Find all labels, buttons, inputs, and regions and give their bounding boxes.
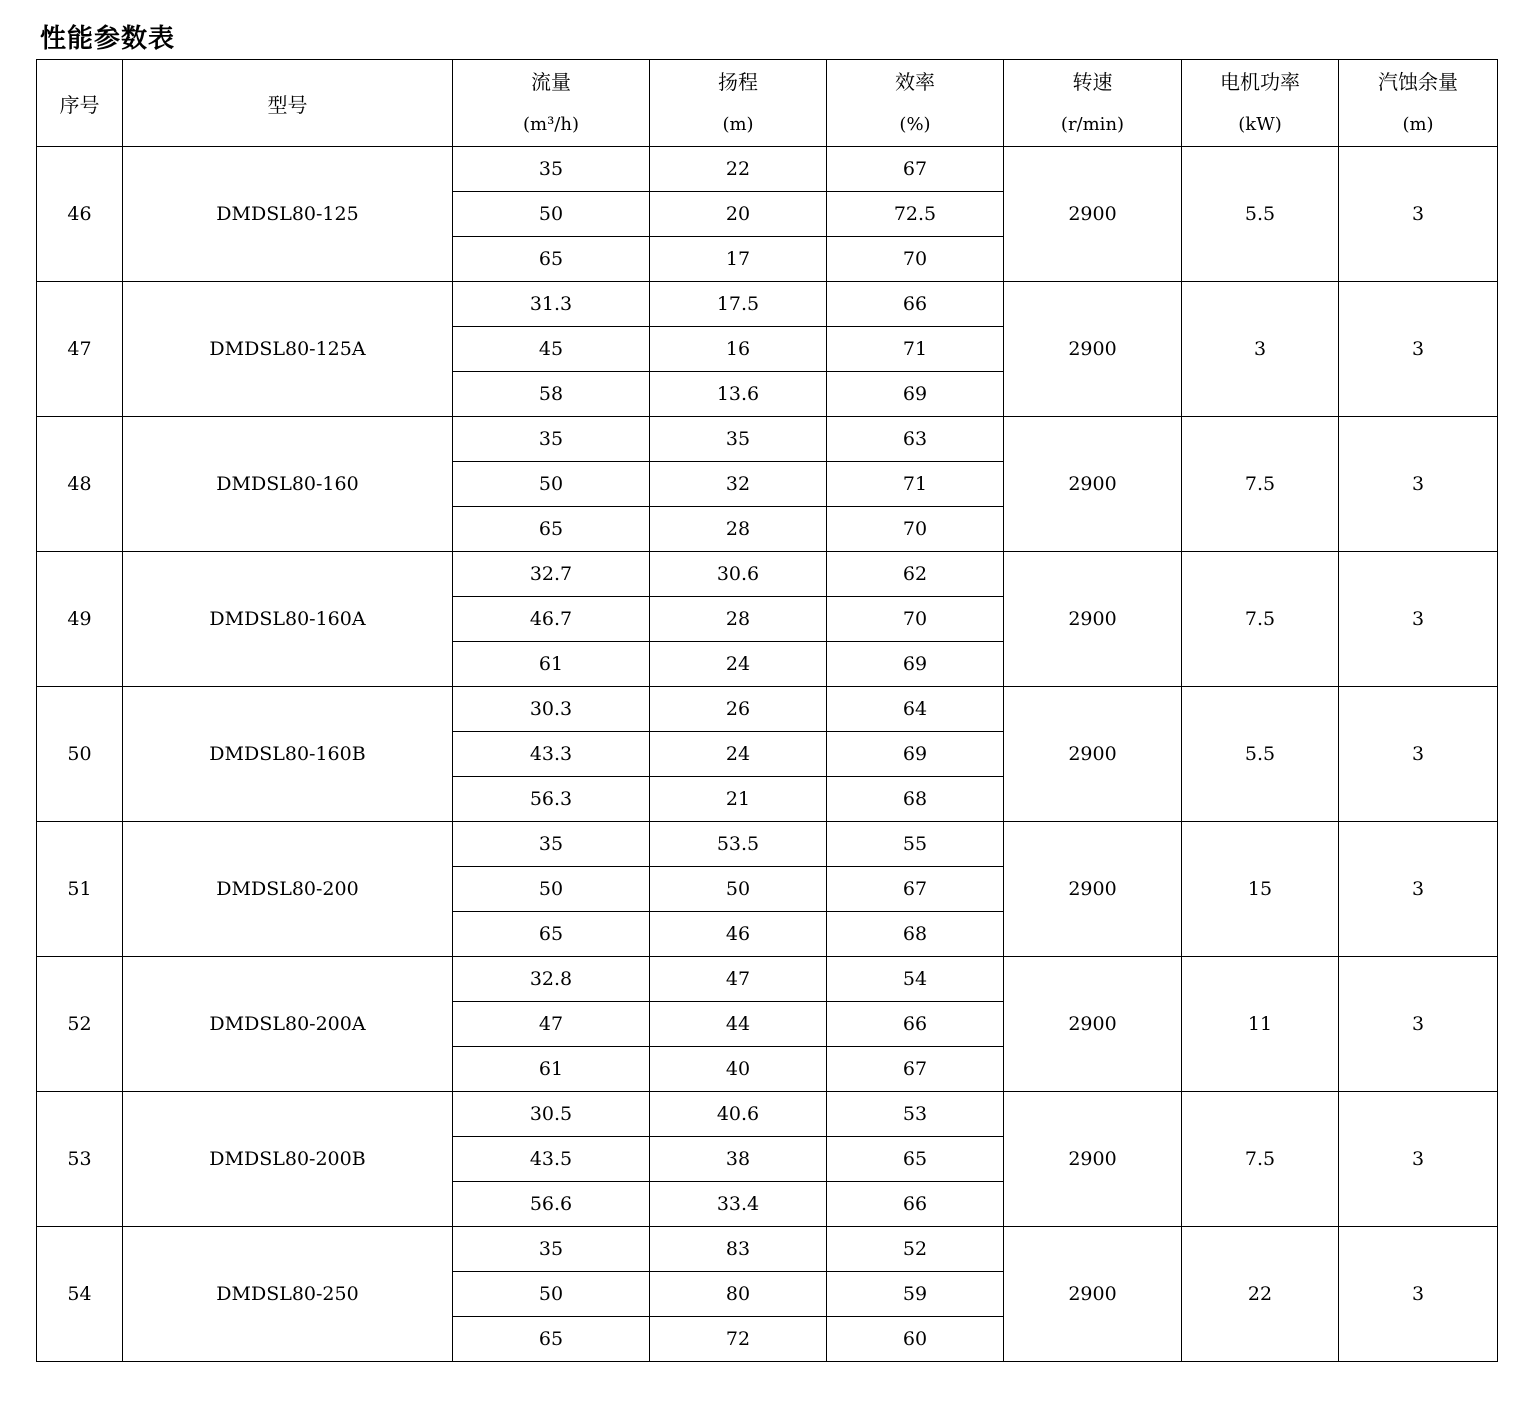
cell-head: 53.5 [650, 822, 827, 867]
cell-efficiency: 55 [827, 822, 1004, 867]
cell-model: DMDSL80-125 [123, 147, 453, 282]
cell-head: 80 [650, 1272, 827, 1317]
cell-efficiency: 67 [827, 867, 1004, 912]
header-head [650, 60, 827, 147]
cell-efficiency: 66 [827, 282, 1004, 327]
cell-power: 5.5 [1182, 147, 1339, 282]
header-npsh [1339, 60, 1498, 147]
cell-power: 15 [1182, 822, 1339, 957]
cell-flow: 65 [453, 237, 650, 282]
cell-efficiency: 53 [827, 1092, 1004, 1137]
cell-efficiency: 68 [827, 777, 1004, 822]
cell-head: 44 [650, 1002, 827, 1047]
cell-power: 7.5 [1182, 1092, 1339, 1227]
header-speed-unit: (r/min) [1060, 114, 1125, 135]
cell-npsh: 3 [1339, 957, 1498, 1092]
cell-head: 30.6 [650, 552, 827, 597]
cell-efficiency: 70 [827, 237, 1004, 282]
header-seq [37, 60, 123, 147]
cell-flow: 43.3 [453, 732, 650, 777]
cell-flow: 31.3 [453, 282, 650, 327]
table-header [37, 60, 1498, 147]
cell-model: DMDSL80-200 [123, 822, 453, 957]
cell-head: 17 [650, 237, 827, 282]
cell-flow: 50 [453, 462, 650, 507]
cell-speed: 2900 [1004, 957, 1182, 1092]
page-title: 性能参数表 [40, 24, 176, 54]
cell-model: DMDSL80-200A [123, 957, 453, 1092]
cell-efficiency: 69 [827, 372, 1004, 417]
cell-flow: 56.6 [453, 1182, 650, 1227]
header-power-label: 电机功率 [1220, 70, 1300, 94]
cell-head: 24 [650, 642, 827, 687]
cell-speed: 2900 [1004, 552, 1182, 687]
table-row [37, 957, 1498, 1002]
cell-seq: 48 [37, 417, 123, 552]
cell-head: 33.4 [650, 1182, 827, 1227]
cell-seq: 51 [37, 822, 123, 957]
cell-head: 47 [650, 957, 827, 1002]
cell-npsh: 3 [1339, 1227, 1498, 1362]
cell-head: 28 [650, 597, 827, 642]
cell-flow: 65 [453, 912, 650, 957]
cell-efficiency: 62 [827, 552, 1004, 597]
cell-efficiency: 54 [827, 957, 1004, 1002]
cell-head: 50 [650, 867, 827, 912]
cell-efficiency: 69 [827, 732, 1004, 777]
cell-seq: 47 [37, 282, 123, 417]
header-head-label: 扬程 [718, 70, 758, 94]
cell-model: DMDSL80-160B [123, 687, 453, 822]
cell-model: DMDSL80-160A [123, 552, 453, 687]
header-flow-unit: (m³/h) [523, 114, 579, 135]
cell-efficiency: 66 [827, 1002, 1004, 1047]
cell-model: DMDSL80-160 [123, 417, 453, 552]
cell-head: 38 [650, 1137, 827, 1182]
cell-head: 83 [650, 1227, 827, 1272]
cell-head: 20 [650, 192, 827, 237]
cell-head: 17.5 [650, 282, 827, 327]
header-efficiency-label: 效率 [895, 70, 935, 94]
cell-flow: 50 [453, 1272, 650, 1317]
cell-flow: 30.5 [453, 1092, 650, 1137]
cell-model: DMDSL80-250 [123, 1227, 453, 1362]
cell-power: 22 [1182, 1227, 1339, 1362]
header-npsh-label: 汽蚀余量 [1378, 70, 1458, 94]
cell-efficiency: 71 [827, 327, 1004, 372]
cell-speed: 2900 [1004, 1227, 1182, 1362]
cell-seq: 52 [37, 957, 123, 1092]
cell-npsh: 3 [1339, 282, 1498, 417]
table-row [37, 822, 1498, 867]
header-model [123, 60, 453, 147]
cell-model: DMDSL80-125A [123, 282, 453, 417]
cell-head: 72 [650, 1317, 827, 1362]
cell-head: 35 [650, 417, 827, 462]
cell-head: 22 [650, 147, 827, 192]
cell-power: 5.5 [1182, 687, 1339, 822]
cell-power: 11 [1182, 957, 1339, 1092]
cell-speed: 2900 [1004, 417, 1182, 552]
cell-efficiency: 52 [827, 1227, 1004, 1272]
table-body [37, 147, 1498, 1362]
cell-efficiency: 64 [827, 687, 1004, 732]
cell-power: 7.5 [1182, 552, 1339, 687]
cell-efficiency: 59 [827, 1272, 1004, 1317]
table-row [37, 1092, 1498, 1137]
cell-npsh: 3 [1339, 1092, 1498, 1227]
cell-flow: 47 [453, 1002, 650, 1047]
cell-power: 7.5 [1182, 417, 1339, 552]
cell-efficiency: 70 [827, 507, 1004, 552]
table-row [37, 282, 1498, 327]
cell-efficiency: 66 [827, 1182, 1004, 1227]
cell-flow: 65 [453, 1317, 650, 1362]
header-seq-label: 序号 [59, 92, 100, 117]
cell-head: 16 [650, 327, 827, 372]
cell-seq: 46 [37, 147, 123, 282]
cell-seq: 53 [37, 1092, 123, 1227]
cell-flow: 35 [453, 147, 650, 192]
cell-flow: 65 [453, 507, 650, 552]
cell-speed: 2900 [1004, 687, 1182, 822]
table-row [37, 687, 1498, 732]
cell-efficiency: 69 [827, 642, 1004, 687]
cell-flow: 46.7 [453, 597, 650, 642]
header-flow-label: 流量 [531, 70, 571, 94]
header-row [37, 60, 1498, 147]
table-row [37, 417, 1498, 462]
cell-efficiency: 65 [827, 1137, 1004, 1182]
cell-flow: 45 [453, 327, 650, 372]
cell-efficiency: 71 [827, 462, 1004, 507]
cell-speed: 2900 [1004, 282, 1182, 417]
cell-flow: 35 [453, 1227, 650, 1272]
table-row [37, 1227, 1498, 1272]
cell-npsh: 3 [1339, 147, 1498, 282]
header-head-unit: (m) [722, 114, 754, 135]
cell-model: DMDSL80-200B [123, 1092, 453, 1227]
cell-efficiency: 67 [827, 147, 1004, 192]
cell-flow: 58 [453, 372, 650, 417]
cell-flow: 32.7 [453, 552, 650, 597]
cell-npsh: 3 [1339, 822, 1498, 957]
performance-table [36, 59, 1498, 1362]
cell-head: 46 [650, 912, 827, 957]
cell-head: 40.6 [650, 1092, 827, 1137]
cell-head: 21 [650, 777, 827, 822]
header-efficiency-unit: (%) [899, 114, 931, 135]
cell-flow: 56.3 [453, 777, 650, 822]
cell-efficiency: 60 [827, 1317, 1004, 1362]
cell-speed: 2900 [1004, 822, 1182, 957]
cell-efficiency: 70 [827, 597, 1004, 642]
cell-head: 24 [650, 732, 827, 777]
header-speed-label: 转速 [1072, 70, 1113, 94]
cell-head: 32 [650, 462, 827, 507]
header-power [1182, 60, 1339, 147]
cell-flow: 35 [453, 417, 650, 462]
cell-flow: 35 [453, 822, 650, 867]
cell-head: 13.6 [650, 372, 827, 417]
cell-efficiency: 67 [827, 1047, 1004, 1092]
header-efficiency [827, 60, 1004, 147]
header-npsh-unit: (m) [1402, 114, 1434, 135]
header-model-label: 型号 [267, 92, 308, 117]
table-row [37, 147, 1498, 192]
cell-flow: 50 [453, 867, 650, 912]
cell-head: 28 [650, 507, 827, 552]
cell-efficiency: 68 [827, 912, 1004, 957]
cell-speed: 2900 [1004, 147, 1182, 282]
cell-seq: 49 [37, 552, 123, 687]
header-flow [453, 60, 650, 147]
cell-efficiency: 63 [827, 417, 1004, 462]
cell-flow: 61 [453, 642, 650, 687]
cell-seq: 50 [37, 687, 123, 822]
cell-npsh: 3 [1339, 417, 1498, 552]
cell-npsh: 3 [1339, 552, 1498, 687]
cell-flow: 32.8 [453, 957, 650, 1002]
cell-head: 26 [650, 687, 827, 732]
cell-seq: 54 [37, 1227, 123, 1362]
table-row [37, 552, 1498, 597]
cell-npsh: 3 [1339, 687, 1498, 822]
cell-power: 3 [1182, 282, 1339, 417]
cell-flow: 30.3 [453, 687, 650, 732]
cell-efficiency: 72.5 [827, 192, 1004, 237]
cell-flow: 43.5 [453, 1137, 650, 1182]
cell-head: 40 [650, 1047, 827, 1092]
header-speed [1004, 60, 1182, 147]
header-power-unit: (kW) [1238, 114, 1282, 135]
cell-flow: 50 [453, 192, 650, 237]
cell-flow: 61 [453, 1047, 650, 1092]
cell-speed: 2900 [1004, 1092, 1182, 1227]
